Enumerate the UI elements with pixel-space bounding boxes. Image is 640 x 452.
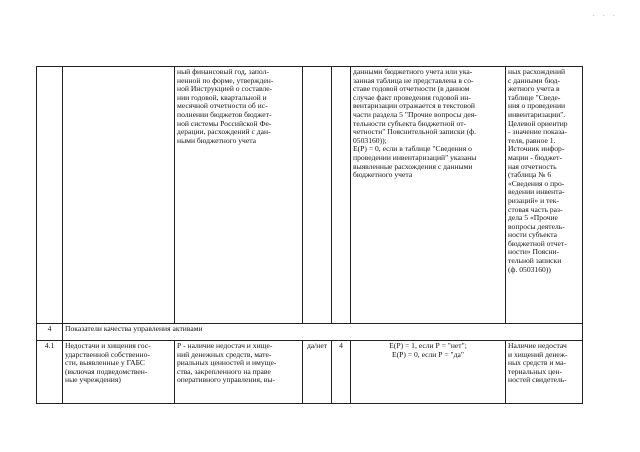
scan-artifact-dots: · · ·	[592, 12, 618, 20]
cell-formula: Е(Р) = 1, если Р = "нет"; Е(Р) = 0, если Р = "да"	[351, 341, 506, 404]
cell-definition: Р - наличие недостач и хище- ний денежных средств, мате- риальных ценностей и имуще- ства, закрепленного на праве оперативного управления, вы-	[175, 341, 303, 404]
cell-comment: Наличие недостач и хищений денеж- ных средств и ма- териальных цен- ностей свидетель-	[506, 341, 583, 404]
cell-indicator-name: Недостачи и хищения гос- ударственной собственно- сти, выявленные у ГАБС (включая подведомствен- ные учреждения)	[63, 341, 175, 404]
table-row-section-4	[37, 324, 583, 341]
cell-formula: данными бюджетного учета или ука- занная таблица не представлена в со- ставе годовой отчетности (в данном случае факт проведения годовой ин- вентаризации отражается в текстовой части раздела 5 "Прочие вопросы дея- тельности субъекта бюджетной от- четности" Пояснительной записки (ф. 0503160)); Е(Р) = 0, если в таблице "Сведения о проведении инвентаризаций" указаны выявленные расхождения с данными бюджетного учета	[351, 67, 506, 324]
cell-unit	[303, 67, 332, 324]
cell-number	[37, 67, 63, 324]
table-row-4-1	[37, 341, 583, 404]
indicators-table	[36, 66, 583, 404]
cell-unit: да/нет	[303, 341, 332, 404]
cell-comment: ных расхождений с данными бюд- жетного учета в таблице "Сведе- ния о проведении инвентаризации". Целевой ориентир - значение показа- теля, равное 1. Источник инфор- мации - бюджет- ная отчетность (таблица № 6 «Сведения о про- ведении инвента- ризаций» и тек- стовая часть раз- дела 5 «Прочие вопросы деятель- ности субъекта бюджетной отчет- ности» Поясни- тельной записки (ф. 0503160))	[506, 67, 583, 324]
cell-weight: 4	[332, 341, 351, 404]
cell-definition: ный финансовый год, запол- ненной по форме, утвержден- ной Инструкцией о составле- нии годовой, квартальной и месячной отчетности об ис- полнении бюджетов бюджет- ной системы Российской Фе- дерации, расхождений с дан- ными бюджетного учета	[175, 67, 303, 324]
section-number: 4	[37, 324, 63, 341]
cell-number: 4.1	[37, 341, 63, 404]
table-row-continuation	[37, 67, 583, 324]
section-title: Показатели качества управления активами	[63, 324, 583, 341]
cell-weight	[332, 67, 351, 324]
cell-indicator-name	[63, 67, 175, 324]
